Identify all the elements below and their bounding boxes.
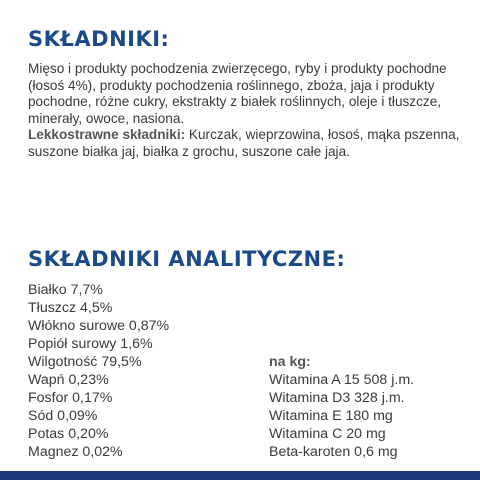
ingredients-paragraph <box>28 61 468 160</box>
analytical-item: Sód 0,09% <box>28 408 98 424</box>
per-kg-label: na kg: <box>269 354 311 370</box>
analytical-item: Wilgotność 79,5% <box>28 354 142 370</box>
vitamin-item: Beta-karoten 0,6 mg <box>269 444 398 460</box>
analytical-item: Potas 0,20% <box>28 426 109 442</box>
analytical-item: Włókno surowe 0,87% <box>28 318 170 334</box>
digestible-label: Lekkostrawne składniki: <box>28 127 186 142</box>
digestible-text: Kurczak, wieprzowina, łosoś, mąka pszenna, suszone białka jaj, białka z grochu, suszone całe jaja. <box>28 127 460 159</box>
analytical-item: Fosfor 0,17% <box>28 390 113 406</box>
analytical-heading: SKŁADNIKI ANALITYCZNE: <box>28 247 346 271</box>
vitamin-item: Witamina A 15 508 j.m. <box>269 372 415 388</box>
vitamins-list <box>269 353 469 461</box>
vitamin-item: Witamina E 180 mg <box>269 408 393 424</box>
bottom-bar <box>0 471 480 480</box>
analytical-item: Białko 7,7% <box>28 282 103 298</box>
analytical-item: Magnez 0,02% <box>28 444 123 460</box>
vitamin-item: Witamina C 20 mg <box>269 426 386 442</box>
vitamin-item: Witamina D3 328 j.m. <box>269 390 405 406</box>
analytical-item: Tłuszcz 4,5% <box>28 300 113 316</box>
analytical-list <box>28 281 258 461</box>
ingredients-text: Mięso i produkty pochodzenia zwierzęcego, ryby i produkty pochodne (łosoś 4%), produkty pochodzenia roślinnego, zboża, jaja i produkty pochodne, różne cukry, ekstrakty z białek roślinnych, oleje i tłuszcze, minerały, owoce, nasiona. <box>28 61 447 126</box>
ingredients-heading: SKŁADNIKI: <box>28 27 170 51</box>
analytical-item: Popiół surowy 1,6% <box>28 336 153 352</box>
analytical-item: Wapń 0,23% <box>28 372 109 388</box>
